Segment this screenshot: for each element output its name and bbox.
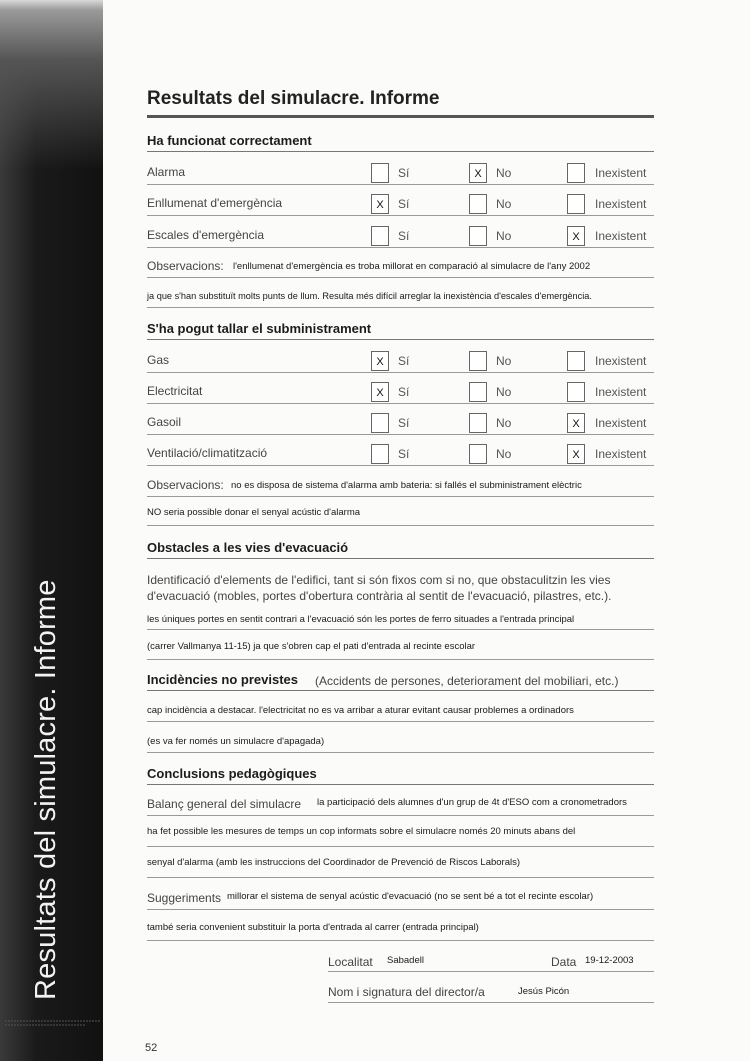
balance-text-line3: senyal d'alarma (amb les instruccions del Coordinador de Prevenció de Riscos Laborals)	[147, 857, 521, 868]
section-heading-obstacles: Obstacles a les vies d'evacuació	[147, 540, 349, 555]
row-rule	[147, 372, 654, 373]
signature-value: Jesús Picón	[518, 986, 570, 997]
checkbox-lighting-no[interactable]	[469, 194, 487, 214]
observations-text-line1: l'enllumenat d'emergència es troba millorat en comparació al simulacre de l'any 2002	[233, 261, 591, 272]
option-yes: Sí	[398, 354, 410, 368]
observations-text-line2: NO seria possible donar el senyal acústic d'alarma	[147, 507, 361, 518]
row-rule	[147, 184, 654, 185]
row-rule	[147, 659, 654, 660]
section-rule	[147, 339, 654, 340]
option-yes: Sí	[398, 197, 410, 211]
row-rule	[147, 307, 654, 308]
option-no: No	[496, 166, 512, 180]
checkbox-electricity-yes[interactable]: X	[371, 382, 389, 402]
option-none: Inexistent	[595, 166, 647, 180]
date-value: 19-12-2003	[585, 955, 634, 966]
row-rule	[147, 846, 654, 847]
option-yes: Sí	[398, 385, 410, 399]
option-yes: Sí	[398, 447, 410, 461]
balance-text-line2: ha fet possible les mesures de temps un cop informats sobre el simulacre només 20 minuts abans del	[147, 826, 576, 837]
page-title: Resultats del simulacre. Informe	[147, 88, 440, 109]
checkbox-gas-none[interactable]	[567, 351, 585, 371]
locality-value: Sabadell	[387, 955, 424, 966]
row-label-emergency-stairs: Escales d'emergència	[147, 228, 265, 242]
obstacles-text-line1: les úniques portes en sentit contrari a l'evacuació són les portes de ferro situades a l'entrada principal	[147, 614, 575, 625]
observations-label: Observacions:	[147, 478, 224, 492]
option-no: No	[496, 447, 512, 461]
checkbox-lighting-none[interactable]	[567, 194, 585, 214]
option-no: No	[496, 385, 512, 399]
option-yes: Sí	[398, 416, 410, 430]
incidents-text-line2: (es va fer només un simulacre d'apagada)	[147, 736, 325, 747]
row-rule	[147, 434, 654, 435]
footer-rule	[328, 1002, 654, 1003]
section-heading-functioning: Ha funcionat correctament	[147, 133, 312, 148]
option-none: Inexistent	[595, 416, 647, 430]
checkbox-ventilation-yes[interactable]	[371, 444, 389, 464]
locality-label: Localitat	[328, 955, 373, 969]
checkbox-alarm-no[interactable]: X	[469, 163, 487, 183]
checkbox-stairs-yes[interactable]	[371, 226, 389, 246]
page-number: 52	[145, 1042, 158, 1054]
row-rule	[147, 877, 654, 878]
checkbox-alarm-none[interactable]	[567, 163, 585, 183]
row-rule	[147, 403, 654, 404]
option-yes: Sí	[398, 166, 410, 180]
section-rule	[147, 151, 654, 152]
section-rule	[147, 690, 654, 691]
signature-label: Nom i signatura del director/a	[328, 985, 485, 999]
checkbox-diesel-no[interactable]	[469, 413, 487, 433]
row-rule	[147, 815, 654, 816]
section-rule	[147, 558, 654, 559]
row-label-emergency-lighting: Enllumenat d'emergència	[147, 196, 283, 210]
obstacles-description: Identificació d'elements de l'edifici, tant si són fixos com si no, que obstaculitzin les vies d'evacuació (mobles, portes d'obertura contrària al sentit de l'evacuació, pilastres, etc.).	[147, 573, 612, 603]
suggestions-text-line1: millorar el sistema de senyal acústic d'evacuació (no se sent bé a tot el recinte escolar)	[227, 891, 594, 902]
row-rule	[147, 909, 654, 910]
row-rule	[147, 721, 654, 722]
option-none: Inexistent	[595, 229, 647, 243]
checkbox-diesel-yes[interactable]	[371, 413, 389, 433]
row-rule	[147, 940, 654, 941]
checkbox-alarm-yes[interactable]	[371, 163, 389, 183]
row-rule	[147, 629, 654, 630]
balance-text-line1: la participació dels alumnes d'un grup de 4t d'ESO com a cronometradors	[317, 797, 627, 808]
section-heading-incidents: Incidències no previstes	[147, 672, 299, 687]
balance-label: Balanç general del simulacre	[147, 797, 302, 811]
row-label-diesel: Gasoil	[147, 415, 182, 429]
row-rule	[147, 215, 654, 216]
sidebar	[0, 0, 103, 1061]
option-no: No	[496, 416, 512, 430]
option-no: No	[496, 354, 512, 368]
option-no: No	[496, 229, 512, 243]
observations-label: Observacions:	[147, 259, 224, 273]
option-none: Inexistent	[595, 385, 647, 399]
row-rule	[147, 496, 654, 497]
option-none: Inexistent	[595, 447, 647, 461]
checkbox-ventilation-none[interactable]: X	[567, 444, 585, 464]
row-rule	[147, 525, 654, 526]
section-heading-conclusions: Conclusions pedagògiques	[147, 766, 317, 781]
observations-text-line2: ja que s'han substituït molts punts de llum. Resulta més difícil arreglar la inexistència d'escales d'emergència.	[147, 291, 592, 301]
row-label-electricity: Electricitat	[147, 384, 203, 398]
date-label: Data	[551, 955, 577, 969]
sidebar-fine-print	[5, 1018, 100, 1030]
sidebar-gradient	[0, 0, 103, 170]
title-rule	[147, 115, 654, 118]
row-label-gas: Gas	[147, 353, 170, 367]
checkbox-gas-no[interactable]	[469, 351, 487, 371]
footer-rule	[328, 971, 654, 972]
option-yes: Sí	[398, 229, 410, 243]
option-none: Inexistent	[595, 197, 647, 211]
suggestions-text-line2: també seria convenient substituir la porta d'entrada al carrer (entrada principal)	[147, 922, 479, 933]
sidebar-title: Resultats del simulacre. Informe	[30, 579, 62, 1000]
checkbox-electricity-none[interactable]	[567, 382, 585, 402]
incidents-subheading: (Accidents de persones, deteriorament del mobiliari, etc.)	[315, 674, 619, 688]
row-rule	[147, 465, 654, 466]
section-heading-supply-cutoff: S'ha pogut tallar el subministrament	[147, 321, 372, 336]
section-rule	[147, 784, 654, 785]
checkbox-lighting-yes[interactable]: X	[371, 194, 389, 214]
option-none: Inexistent	[595, 354, 647, 368]
option-no: No	[496, 197, 512, 211]
checkbox-ventilation-no[interactable]	[469, 444, 487, 464]
checkbox-stairs-none[interactable]: X	[567, 226, 585, 246]
row-label-ventilation: Ventilació/climatització	[147, 446, 268, 460]
row-rule	[147, 277, 654, 278]
obstacles-text-line2: (carrer Vallmanya 11-15) ja que s'obren cap el pati d'entrada al recinte escolar	[147, 641, 476, 652]
checkbox-electricity-no[interactable]	[469, 382, 487, 402]
observations-text-line1: no es disposa de sistema d'alarma amb bateria: si fallés el subministrament elèctric	[231, 480, 582, 491]
suggestions-label: Suggeriments	[147, 891, 222, 905]
checkbox-gas-yes[interactable]: X	[371, 351, 389, 371]
row-label-alarm: Alarma	[147, 165, 186, 179]
checkbox-diesel-none[interactable]: X	[567, 413, 585, 433]
row-rule	[147, 752, 654, 753]
checkbox-stairs-no[interactable]	[469, 226, 487, 246]
row-rule	[147, 247, 654, 248]
incidents-text-line1: cap incidència a destacar. l'electricitat no es va arribar a aturar evitant causar problemes a ordinadors	[147, 705, 574, 716]
